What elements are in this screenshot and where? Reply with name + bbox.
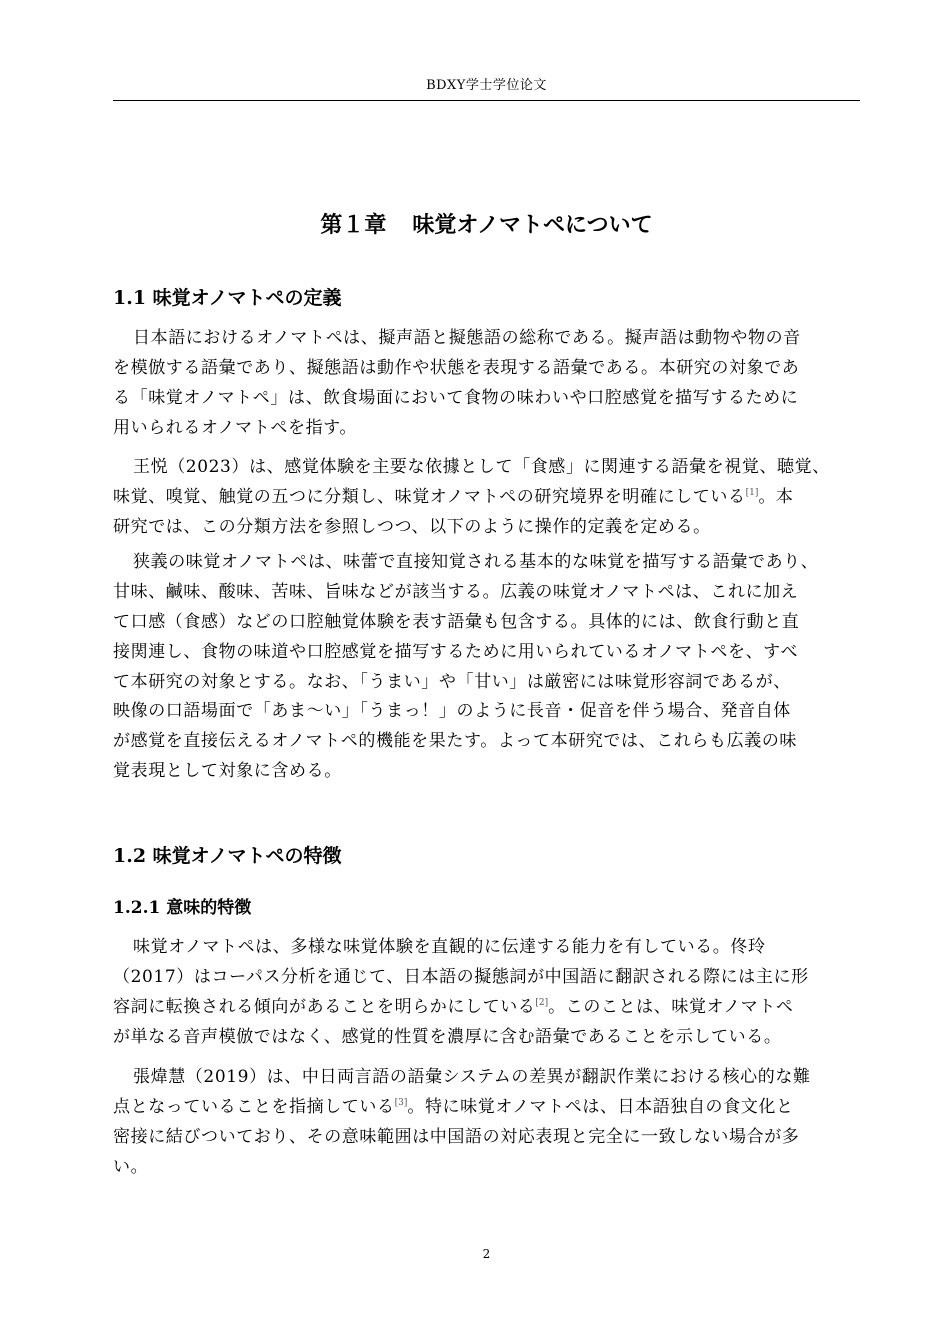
text-run: 味覚、嗅覚、触覚の五つに分類し、味覚オノマトペの研究境界を明確にしている bbox=[113, 486, 746, 507]
text-line: 日本語におけるオノマトペは、擬声語と擬態語の総称である。擬声語は動物や物の音 bbox=[133, 328, 801, 348]
paragraph bbox=[113, 548, 861, 787]
paragraph bbox=[113, 324, 861, 444]
text-run: 。本 bbox=[758, 486, 794, 507]
section-heading-1-1: 1.1 味覚オノマトペの定義 bbox=[113, 287, 342, 309]
text-line: 覚表現として対象に含める。 bbox=[113, 761, 342, 782]
text-line: が単なる音声模倣ではなく、感覚的性質を濃厚に含む語彙であることを示している。 bbox=[113, 1026, 782, 1047]
chapter-title bbox=[113, 207, 860, 243]
text-line: 映像の口語場面で「あま〜い」「うまっ！」のように長音・促音を伴う場合、発音自体 bbox=[113, 701, 791, 722]
paragraph bbox=[113, 933, 861, 1053]
text-line: 用いられるオノマトペを指す。 bbox=[113, 417, 358, 438]
citation-ref-1: [1] bbox=[745, 487, 759, 498]
text-line bbox=[113, 483, 861, 513]
text-line: る「味覚オノマトペ」は、飲食場面において食物の味わいや口腔感覚を描写するために bbox=[113, 387, 799, 408]
text-run: 容詞に転換される傾向があることを明らかにしている bbox=[113, 996, 536, 1017]
text-line bbox=[113, 1093, 861, 1123]
text-line: 味覚オノマトペは、多様な味覚体験を直観的に伝達する能力を有している。佟玲 bbox=[133, 937, 766, 957]
citation-ref-2: [2] bbox=[535, 997, 549, 1008]
section-heading-1-2: 1.2 味覚オノマトペの特徴 bbox=[113, 845, 342, 867]
text-line: 研究では、この分類方法を参照しつつ、以下のように操作的定義を定める。 bbox=[113, 516, 711, 537]
subsection-heading-1-2-1: 1.2.1 意味的特徴 bbox=[113, 898, 252, 918]
paragraph bbox=[113, 453, 861, 543]
text-line: て本研究の対象とする。なお、「うまい」や「甘い」は厳密には味覚形容詞であるが、 bbox=[113, 671, 791, 692]
text-line: を模倣する語彙であり、擬態語は動作や状態を表現する語彙である。本研究の対象であ bbox=[113, 357, 800, 378]
text-line: 接関連し、食物の味道や口腔感覚を描写するために用いられているオノマトペを、すべ bbox=[113, 641, 799, 662]
page-number: 2 bbox=[482, 1247, 491, 1261]
text-run: 点となっていることを指摘している bbox=[113, 1096, 395, 1117]
running-header: BDXY学士学位论文 bbox=[426, 78, 547, 93]
text-line: （2017）はコーパス分析を通じて、日本語の擬態詞が中国語に翻訳される際には主に形 bbox=[113, 966, 809, 987]
text-line: 張煒慧（2019）は、中日両言語の語彙システムの差異が翻訳作業における核心的な難 bbox=[133, 1067, 811, 1087]
text-line: 王悦（2023）は、感覚体験を主要な依據として「食感」に関連する語彙を視覚、聴覚、 bbox=[133, 457, 830, 477]
paragraph bbox=[113, 1063, 861, 1183]
text-line: が感覚を直接伝えるオノマトペ的機能を果たす。よって本研究では、これらも広義の味 bbox=[113, 731, 798, 752]
chapter-number: 第１章 bbox=[320, 212, 387, 238]
text-line: 密接に結びついており、その意味範囲は中国語の対応表現と完全に一致しない場合が多 bbox=[113, 1126, 800, 1147]
text-line: て口感（食感）などの口腔触覚体験を表す語彙も包含する。具体的には、飲食行動と直 bbox=[113, 611, 800, 632]
text-line: い。 bbox=[113, 1156, 149, 1177]
text-run: 。このことは、味覚オノマトペ bbox=[548, 996, 794, 1017]
citation-ref-3: [3] bbox=[394, 1097, 408, 1108]
text-line: 甘味、鹹味、酸味、苦味、旨味などが該当する。広義の味覚オノマトペは、これに加え bbox=[113, 581, 799, 602]
header-rule bbox=[113, 100, 860, 101]
text-run: 。特に味覚オノマトペは、日本語独自の食文化と bbox=[407, 1096, 794, 1117]
text-line: 狭義の味覚オノマトペは、味蕾で直接知覚される基本的な味覚を描写する語彙であり、 bbox=[133, 552, 819, 572]
text-line bbox=[113, 993, 861, 1023]
chapter-title-text: 味覚オノマトペについて bbox=[412, 212, 653, 238]
